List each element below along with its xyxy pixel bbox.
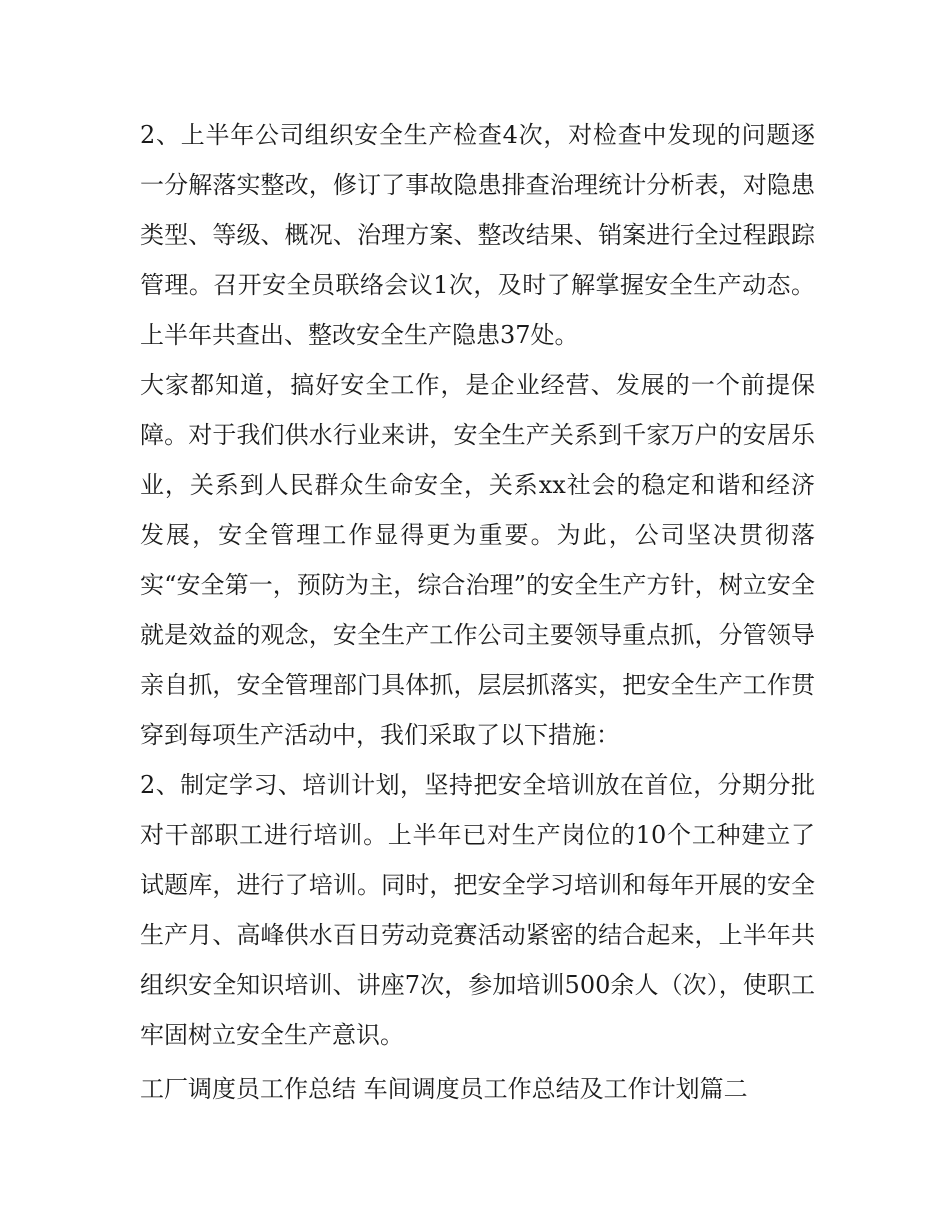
paragraph-safety-importance: 大家都知道，搞好安全工作，是企业经营、发展的一个前提保障。对于我们供水行业来讲，安全生产关系到千家万户的安居乐业，关系到人民群众生命安全，关系xx社会的稳定和谐和经济发展，安全管理工作显得更为重要。为此，公司坚决贯彻落实“安全第一，预防为主，综合治理”的安全生产方针，树立安全就是效益的观念，安全生产工作公司主要领导重点抓，分管领导亲自抓，安全管理部门具体抓，层层抓落实，把安全生产工作贯穿到每项生产活动中，我们采取了以下措施： — [140, 371, 815, 749]
section-title: 工厂调度员工作总结 车间调度员工作总结及工作计划篇二 — [140, 1075, 748, 1103]
document-body — [140, 110, 815, 1114]
paragraph-training-plan: 2、制定学习、培训计划，坚持把安全培训放在首位，分期分批对干部职工进行培训。上半年已对生产岗位的10个工种建立了试题库，进行了培训。同时，把安全学习培训和每年开展的安全生产月、高峰供水百日劳动竞赛活动紧密的结合起来，上半年共组织安全知识培训、讲座7次，参加培训500余人（次），使职工牢固树立安全生产意识。 — [140, 771, 815, 1049]
paragraph-safety-inspection: 2、上半年公司组织安全生产检查4次，对检查中发现的问题逐一分解落实整改，修订了事故隐患排查治理统计分析表，对隐患类型、等级、概况、治理方案、整改结果、销案进行全过程跟踪管理。召开安全员联络会议1次，及时了解掌握安全生产动态。上半年共查出、整改安全生产隐患37处。 — [140, 121, 815, 349]
